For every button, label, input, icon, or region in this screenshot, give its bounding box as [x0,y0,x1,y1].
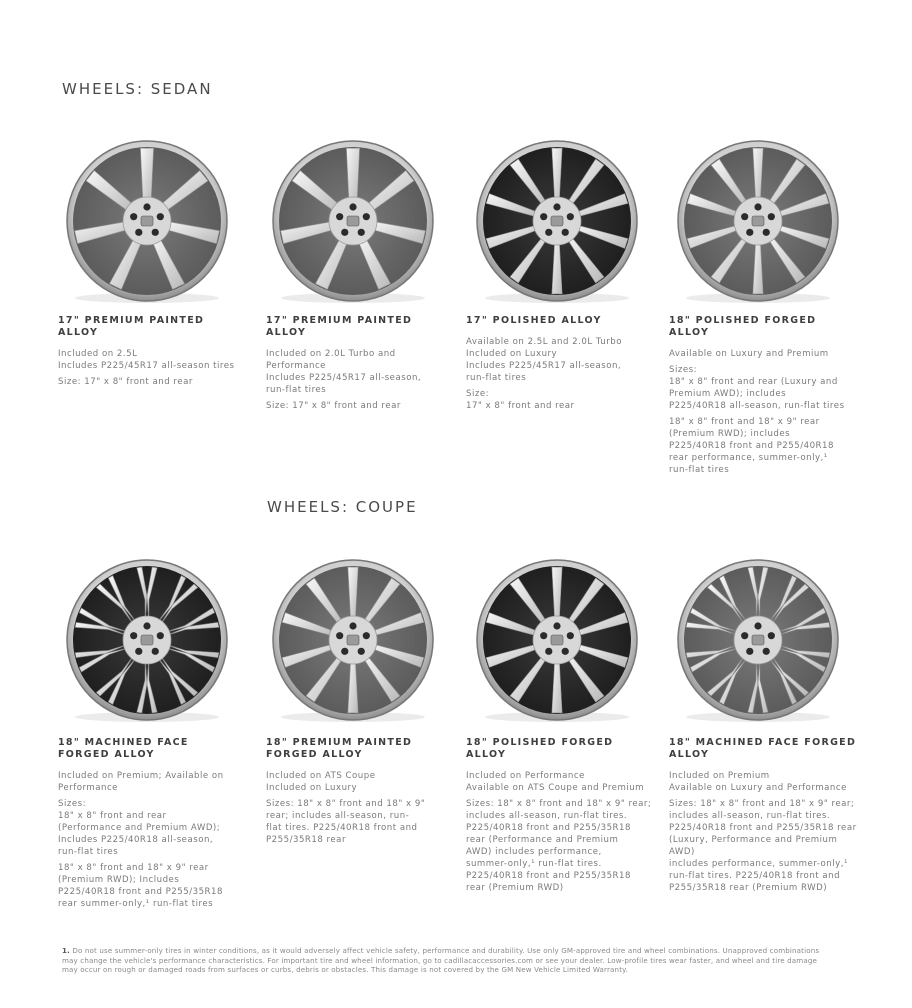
coupe-wheel-item [669,737,859,894]
sedan-wheel-item [466,315,656,412]
ten-spoke-wheel-icon [472,555,642,725]
wheel-detail: 18" x 8" front and 18" x 9" rear (Premium RWD); includes P225/40R18 front and P255/40R18 rear performance, summer-only,¹ run-flat tires [669,417,834,475]
footnote-text: Do not use summer-only tires in winter conditions, as it would adversely affect vehicle safety, performance and durability. Use only GM-approved tire and wheel combinations. Unapproved combinations may change the vehicle's performance characteristics. For important tire and wheel information, go to cadillacaccessories.com or see your dealer. Low-profile tires wear faster, and wheel and tire damage may occur on rough or damaged roads from surfaces or curbs, debris or obstacles. This damage is not covered by the GM New Vehicle Limited Warranty. [62,946,820,975]
wheel-detail: Sizes: 18" x 8" front and 18" x 9" rear; includes all-season, run- flat tires. P225/40R18 front and P255/35R18 rear [266,799,426,845]
footnote [62,946,832,975]
sedan-section-title: WHEELS: SEDAN [62,80,213,98]
seven-spoke-wheel-icon [62,136,232,306]
wheel-detail: Size: 17" x 8" front and rear [266,401,401,411]
sedan-wheel-item [266,315,456,412]
coupe-wheel-item [58,737,248,910]
wheel-detail: Size: 17" x 8" front and rear [58,377,193,387]
wheel-detail: Sizes: 18" x 8" front and 18" x 9" rear; includes all-season, run-flat tires. P225/40R18 front and P255/35R18 rear (Performance and Premium AWD) includes performance, summer-only,¹ run-flat tires. P225/40R18 front and P255/35R18 rear (Premium RWD) [466,799,652,893]
wheel-detail: Included on Premium Available on Luxury and Performance [669,771,847,793]
wheel-detail: Included on Premium; Available on Performance [58,771,224,793]
wheel-detail: Sizes: 18" x 8" front and rear (Luxury and Premium AWD); includes P225/40R18 all-season, run-flat tires [669,365,845,411]
wheel-title: 18" POLISHED FORGED ALLOY [466,737,614,760]
ten-spoke-wheel-icon [673,136,843,306]
wheel-detail: Size: 17" x 8" front and rear [466,389,575,411]
wheel-detail: Included on 2.5L Includes P225/45R17 all-season tires [58,349,235,371]
coupe-section-title: WHEELS: COUPE [267,498,418,516]
ten-spoke-wheel-icon [472,136,642,306]
wheel-detail: Sizes: 18" x 8" front and rear (Performance and Premium AWD); Includes P225/40R18 all-season, run-flat tires [58,799,221,857]
wheel-detail: 18" x 8" front and 18" x 9" rear (Premium RWD); Includes P225/40R18 front and P255/35R18 rear summer-only,¹ run-flat tires [58,863,223,909]
wheel-detail: Sizes: 18" x 8" front and 18" x 9" rear; includes all-season, run-flat tires. P225/40R18 front and P255/35R18 rear (Luxury, Performance and Premium AWD) includes performance, summer-only,¹ run-flat tires. P225/40R18 front and P255/35R18 rear (Premium RWD) [669,799,857,893]
ten-spoke-wheel-icon [268,555,438,725]
wheel-detail: Available on 2.5L and 2.0L Turbo Included on Luxury Includes P225/45R17 all-season, run-flat tires [466,337,622,383]
footnote-marker: 1. [62,946,70,955]
wheel-title: 18" POLISHED FORGED ALLOY [669,315,817,338]
coupe-wheel-item [266,737,456,846]
wheel-title: 18" PREMIUM PAINTED FORGED ALLOY [266,737,413,760]
split-spoke-wheel-icon [62,555,232,725]
sedan-wheel-item [58,315,248,388]
wheel-detail: Included on 2.0L Turbo and Performance Includes P225/45R17 all-season, run-flat tires [266,349,422,395]
wheel-title: 18" MACHINED FACE FORGED ALLOY [669,737,857,760]
coupe-wheel-item [466,737,656,894]
wheel-detail: Available on Luxury and Premium [669,349,829,359]
wheel-title: 18" MACHINED FACE FORGED ALLOY [58,737,189,760]
sedan-wheel-item [669,315,859,476]
split-spoke-wheel-icon [673,555,843,725]
wheel-title: 17" PREMIUM PAINTED ALLOY [58,315,205,338]
wheel-detail: Included on Performance Available on ATS Coupe and Premium [466,771,645,793]
wheel-title: 17" PREMIUM PAINTED ALLOY [266,315,413,338]
wheel-title: 17" POLISHED ALLOY [466,315,602,326]
seven-spoke-wheel-icon [268,136,438,306]
wheel-detail: Included on ATS Coupe Included on Luxury [266,771,376,793]
